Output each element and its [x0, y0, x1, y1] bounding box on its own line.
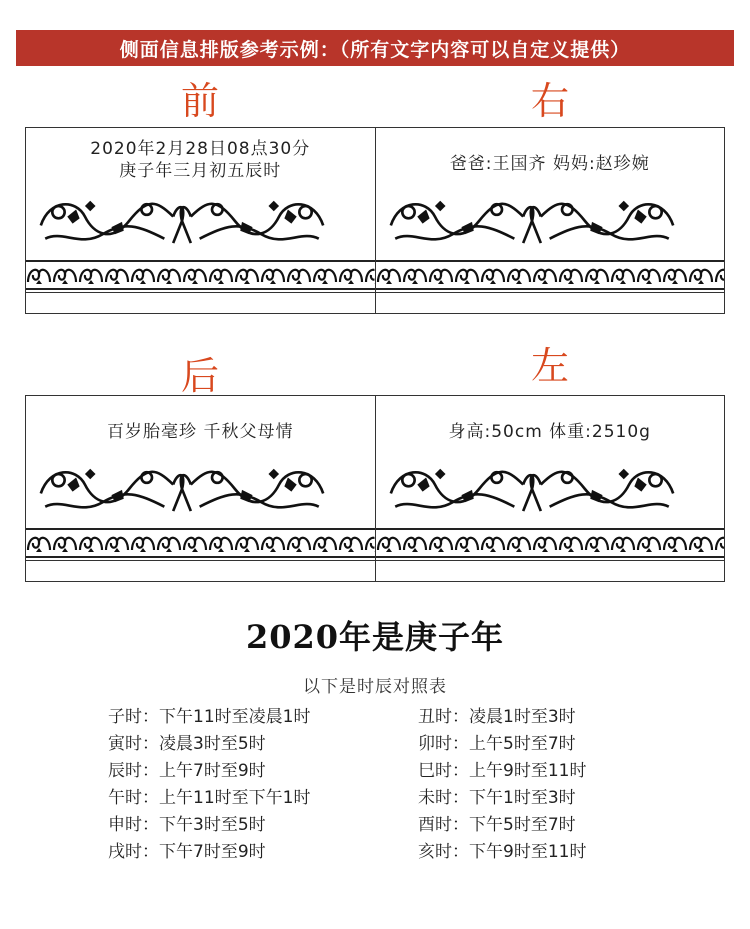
scroll-band-pattern-icon [26, 260, 375, 290]
scroll-band-pattern-icon [26, 528, 375, 558]
year-title: 2020年是庚子年 [245, 618, 505, 656]
label-back: 后 [180, 354, 219, 398]
panel-front [26, 128, 376, 313]
panel-left [376, 396, 725, 581]
panel-divider [26, 292, 375, 293]
hour-row: 寅时：凌晨3时至5时 [108, 734, 266, 754]
hour-row: 卯时：上午5时至7时 [418, 734, 576, 754]
panel-back [26, 396, 376, 581]
panel-row-bottom [25, 395, 725, 582]
hour-row: 亥时：下午9时至11时 [418, 842, 587, 862]
parents-text: 爸爸:王国齐 妈妈:赵珍婉 [449, 154, 650, 174]
dragon-pattern-icon [32, 186, 332, 256]
dragon-pattern-icon [382, 454, 682, 524]
panel-row-top [25, 127, 725, 314]
label-right: 右 [530, 79, 569, 123]
hour-row: 子时：下午11时至凌晨1时 [108, 707, 311, 727]
hour-row: 辰时：上午7时至9时 [108, 761, 266, 781]
table-title: 以下是时辰对照表 [303, 677, 447, 697]
hour-row: 丑时：凌晨1时至3时 [418, 707, 576, 727]
hour-row: 戌时：下午7时至9时 [108, 842, 266, 862]
dragon-pattern-icon [382, 186, 682, 256]
front-lunar-text: 庚子年三月初五辰时 [119, 161, 282, 181]
hour-row: 午时：上午11时至下午1时 [108, 788, 311, 808]
panel-right [376, 128, 725, 313]
label-front: 前 [180, 79, 219, 123]
blessing-text: 百岁胎毫珍 千秋父母情 [107, 422, 294, 442]
label-left: 左 [530, 344, 569, 388]
panel-divider [26, 560, 375, 561]
hour-row: 申时：下午3时至5时 [108, 815, 266, 835]
scroll-band-pattern-icon [376, 260, 725, 290]
dragon-pattern-icon [32, 454, 332, 524]
hour-row: 未时：下午1时至3时 [418, 788, 576, 808]
height-weight-text: 身高:50cm 体重:2510g [448, 422, 651, 442]
front-date-text: 2020年2月28日08点30分 [90, 139, 311, 159]
layout-example-banner: 侧面信息排版参考示例：（所有文字内容可以自定义提供） [16, 30, 734, 66]
panel-divider [376, 292, 725, 293]
hour-row: 酉时：下午5时至7时 [418, 815, 576, 835]
panel-divider [376, 560, 725, 561]
scroll-band-pattern-icon [376, 528, 725, 558]
hour-table [108, 706, 668, 863]
hour-row: 巳时：上午9时至11时 [418, 761, 587, 781]
